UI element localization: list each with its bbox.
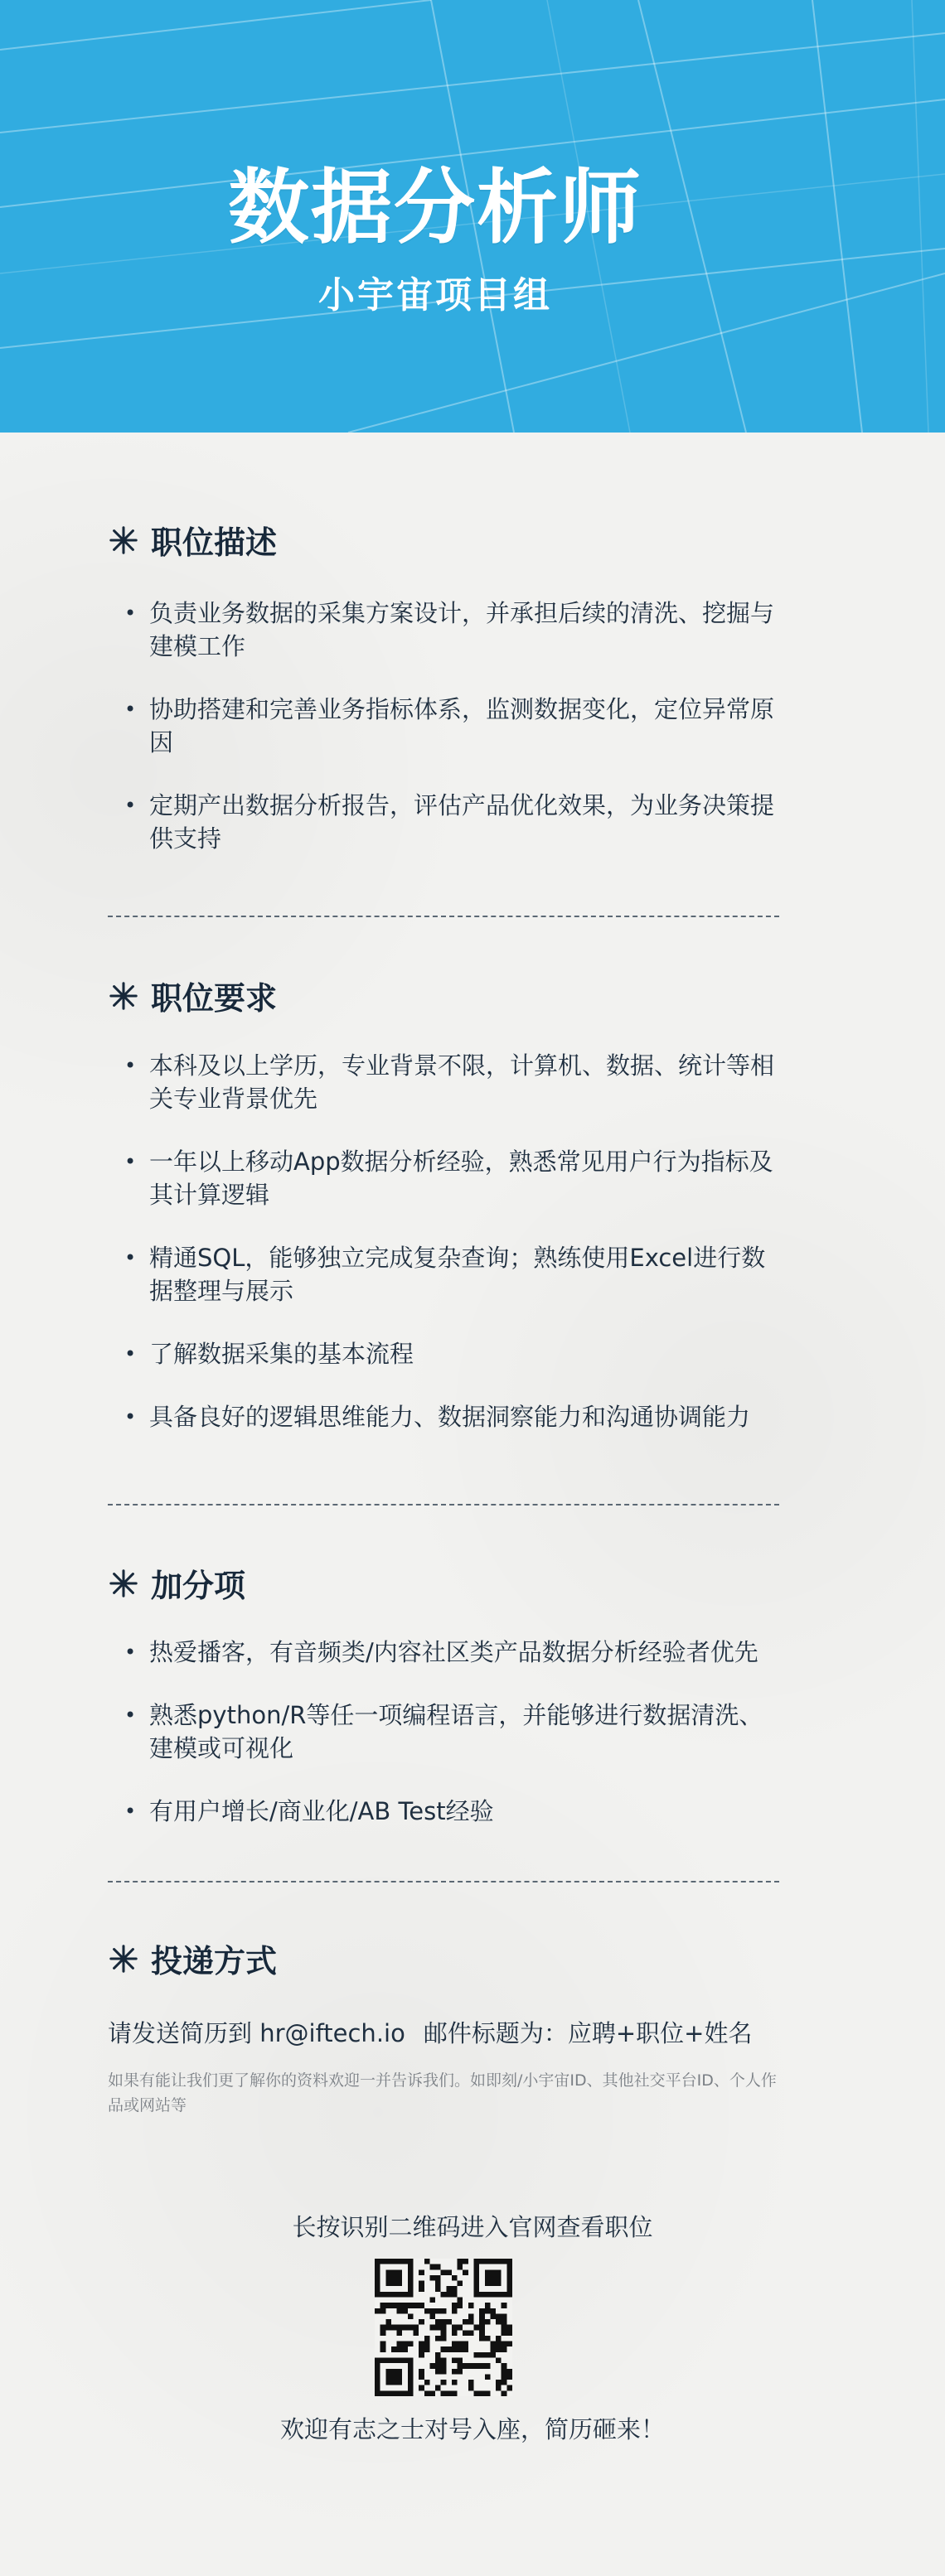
qr-code-icon[interactable] [375,2259,512,2396]
list-item: • 了解数据采集的基本流程 [124,1337,779,1370]
section-title-requirements [108,973,277,1018]
description-list [124,597,779,885]
section-title-label: 职位要求 [151,980,278,1017]
section-title-apply [108,1936,277,1981]
welcome-text: 欢迎有志之士对号入座，简历砸来！ [279,2415,665,2443]
list-item: • 热爱播客，有音频类/内容社区类产品数据分析经验者优先 [124,1636,779,1669]
list-item: • 负责业务数据的采集方案设计，并承担后续的清洗、挖掘与建模工作 [124,597,779,663]
asterisk-icon [108,524,139,556]
list-item: • 定期产出数据分析报告，评估产品优化效果，为业务决策提供支持 [124,789,779,855]
section-divider [108,916,779,917]
contact-line [108,2015,752,2049]
section-title-label: 职位描述 [151,524,278,561]
header-banner [0,0,945,433]
asterisk-icon [108,1943,139,1974]
requirements-list [124,1049,779,1463]
list-item: • 精通SQL，能够独立完成复杂查询；熟练使用Excel进行数据整理与展示 [124,1241,779,1307]
qr-caption: 长按识别二维码进入官网查看职位 [292,2213,653,2241]
asterisk-icon [108,1568,139,1599]
section-title-label: 投递方式 [151,1943,278,1979]
list-item: • 一年以上移动App数据分析经验，熟悉常见用户行为指标及其计算逻辑 [124,1145,779,1211]
asterisk-icon [108,980,139,1012]
section-divider [108,1881,779,1882]
email-instruction: 请发送简历到 hr@iftech.io [108,2019,405,2047]
page-title: 数据分析师 [227,161,642,255]
section-title-bonus [108,1560,245,1606]
list-item: • 协助搭建和完善业务指标体系，监测数据变化，定位异常原因 [124,693,779,759]
section-divider [108,1504,779,1505]
page-subtitle: 小宇宙项目组 [318,274,552,317]
email-subject-instruction: 邮件标题为：应聘+职位+姓名 [423,2019,753,2047]
list-item: • 有用户增长/商业化/AB Test经验 [124,1795,779,1828]
section-title-description [108,517,277,563]
list-item: • 具备良好的逻辑思维能力、数据洞察能力和沟通协调能力 [124,1400,779,1433]
bonus-list [124,1636,779,1858]
list-item: • 本科及以上学历，专业背景不限，计算机、数据、统计等相关专业背景优先 [124,1049,779,1115]
list-item: • 熟悉python/R等任一项编程语言，并能够进行数据清洗、建模或可视化 [124,1699,779,1765]
contact-note: 如果有能让我们更了解你的资料欢迎一并告诉我们。如即刻/小宇宙ID、其他社交平台ID、个人作品或网站等 [108,2071,777,2114]
section-title-label: 加分项 [151,1568,246,1604]
